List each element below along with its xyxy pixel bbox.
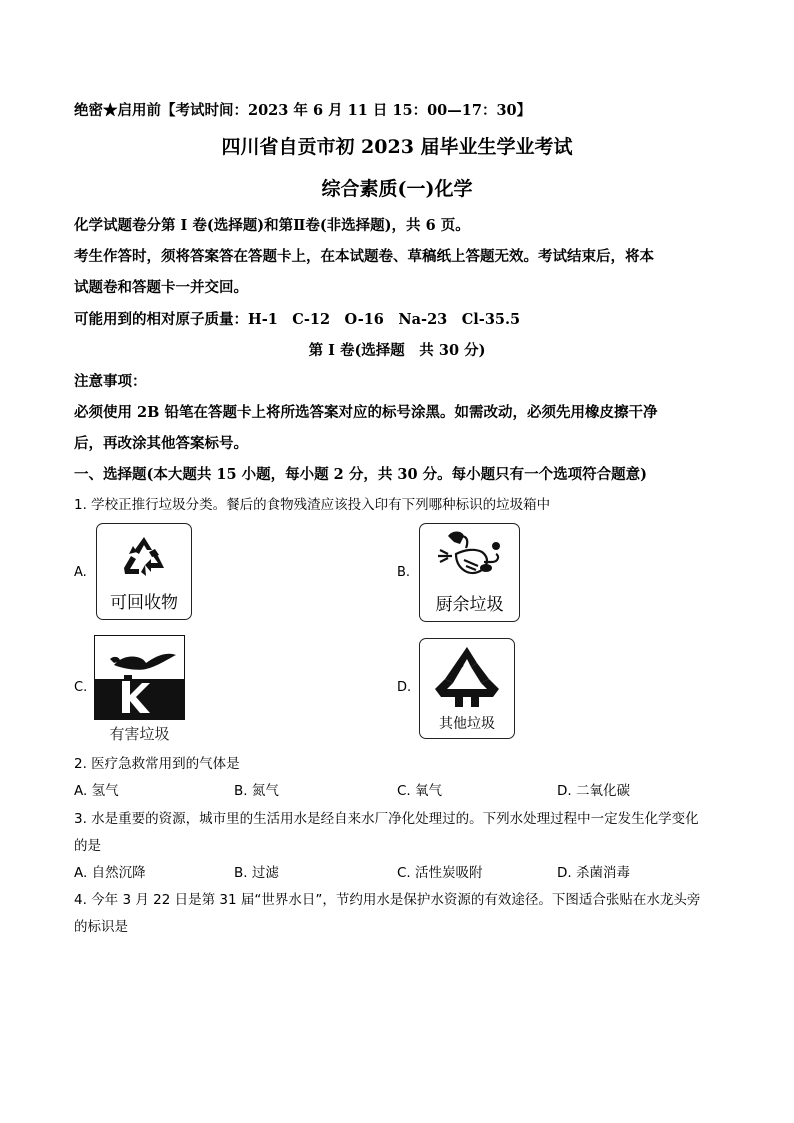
- option-c-sign[interactable]: [94, 635, 185, 741]
- intro-line-2: 考生作答时，须将答案答在答题卡上，在本试题卷、草稿纸上答题无效。考试结束后，将本: [74, 248, 654, 265]
- question-3-option-d[interactable]: D. 杀菌消毒: [557, 865, 630, 881]
- question-2-option-c[interactable]: C. 氧气: [397, 783, 443, 799]
- question-2-option-d[interactable]: D. 二氧化碳: [557, 783, 630, 799]
- option-d-caption: 其他垃圾: [439, 716, 495, 732]
- option-b-sign[interactable]: [419, 523, 520, 622]
- option-d-letter: D.: [397, 680, 412, 695]
- intro-line-3: 试题卷和答题卡一并交回。: [74, 279, 248, 296]
- other-waste-icon: [433, 645, 501, 713]
- question-1-stem: 1. 学校正推行垃圾分类。餐后的食物残渣应该投入印有下列哪种标识的垃圾箱中: [74, 497, 551, 513]
- question-3-option-a[interactable]: A. 自然沉降: [74, 865, 146, 881]
- question-3-option-b[interactable]: B. 过滤: [234, 865, 279, 881]
- question-2-option-a[interactable]: A. 氢气: [74, 783, 119, 799]
- hazardous-waste-icon: [94, 635, 185, 724]
- question-3-stem-line-1: 3. 水是重要的资源，城市里的生活用水是经自来水厂净化处理过的。下列水处理过程中一定发生化学变化: [74, 811, 699, 827]
- question-4-stem-line-1: 4. 今年 3 月 22 日是第 31 届“世界水日”，节约用水是保护水资源的有效途径。下图适合张贴在水龙头旁: [74, 892, 701, 908]
- notice-line-1: 必须使用 2B 铅笔在答题卡上将所选答案对应的标号涂黑。如需改动，必须先用橡皮擦干净: [74, 404, 658, 421]
- page-title: 四川省自贡市初 2023 届毕业生学业考试: [221, 136, 573, 158]
- question-2-option-b[interactable]: B. 氮气: [234, 783, 279, 799]
- section-title: 第 I 卷(选择题 共 30 分): [308, 342, 486, 359]
- page-subtitle: 综合素质(一)化学: [321, 178, 473, 200]
- question-3-option-c[interactable]: C. 活性炭吸附: [397, 865, 483, 881]
- question-3-stem-line-2: 的是: [74, 838, 101, 854]
- recycle-icon: [119, 532, 169, 586]
- notice-line-2: 后，再改涂其他答案标号。: [74, 435, 248, 452]
- food-waste-icon: [434, 528, 506, 590]
- option-c-caption: 有害垃圾: [109, 725, 170, 743]
- option-a-sign[interactable]: [96, 523, 192, 620]
- exam-time-header: 绝密★启用前【考试时间：2023 年 6 月 11 日 15：00—17：30】: [74, 102, 532, 119]
- question-2-stem: 2. 医疗急救常用到的气体是: [74, 756, 240, 772]
- atomic-masses: 可能用到的相对原子质量：H-1 C-12 O-16 Na-23 Cl-35.5: [74, 311, 521, 328]
- option-a-letter: A.: [74, 565, 87, 580]
- option-a-caption: 可回收物: [110, 593, 178, 613]
- option-d-sign[interactable]: [419, 638, 515, 739]
- option-b-letter: B.: [397, 565, 411, 580]
- notice-label: 注意事项：: [74, 373, 147, 390]
- option-c-letter: C.: [74, 680, 88, 695]
- part-title: 一、选择题(本大题共 15 小题，每小题 2 分，共 30 分。每小题只有一个选项符合题意): [74, 466, 647, 483]
- option-b-caption: 厨余垃圾: [435, 595, 504, 615]
- question-4-stem-line-2: 的标识是: [74, 919, 128, 935]
- intro-line-1: 化学试题卷分第 I 卷(选择题)和第Ⅱ卷(非选择题)，共 6 页。: [74, 217, 470, 234]
